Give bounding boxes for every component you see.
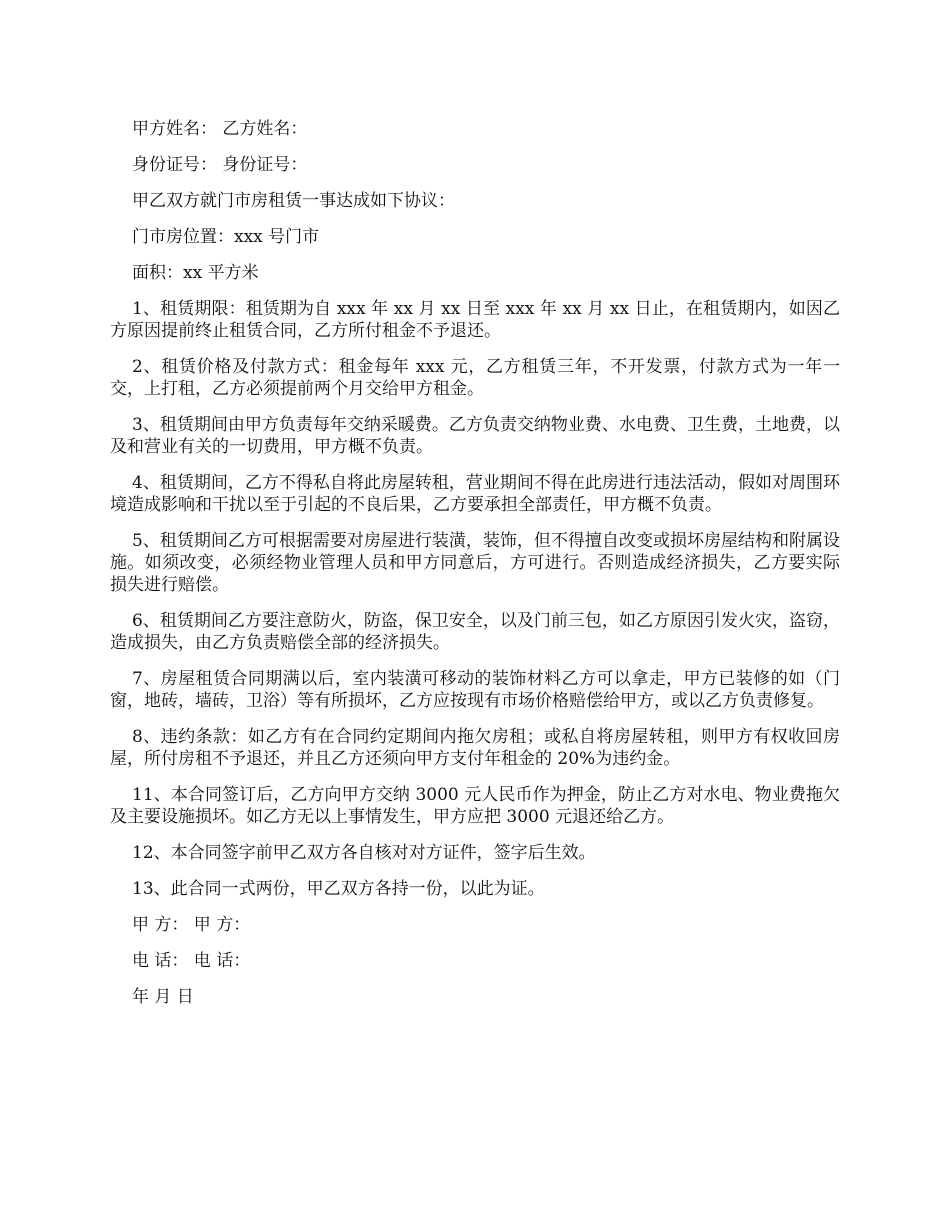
document-body: [110, 118, 840, 1022]
agreement-intro: 甲乙双方就门市房租赁一事达成如下协议：: [132, 191, 455, 211]
party-names-line: 甲方姓名： 乙方姓名：: [132, 119, 308, 139]
id-numbers-line: 身份证号： 身份证号：: [132, 155, 308, 175]
signature-date-line: 年 月 日: [132, 987, 194, 1007]
clause-6-safety: 6、租赁期间乙方要注意防火，防盗，保卫安全，以及门前三包，如乙方原因引发火灾，盗窃，造成损失，由乙方负责赔偿全部的经济损失。: [110, 611, 840, 653]
clause-1-lease-term: 1、租赁期限：租赁期为自 xxx 年 xx 月 xx 日至 xxx 年 xx 月 xx 日止，在租赁期内，如因乙方原因提前终止租赁合同，乙方所付租金不予退还。: [110, 299, 840, 341]
clause-8-breach: 8、违约条款：如乙方有在合同约定期间内拖欠房租；或私自将房屋转租，则甲方有权收回房屋，所付房租不予退还，并且乙方还须向甲方支付年租金的 20%为违约金。: [110, 727, 840, 769]
clause-13-copies: 13、此合同一式两份，甲乙双方各持一份，以此为证。: [132, 879, 545, 899]
signature-party-line: 甲 方： 甲 方：: [132, 915, 251, 935]
clause-11-deposit: 11、本合同签订后，乙方向甲方交纳 3000 元人民币作为押金，防止乙方对水电、物业费拖欠及主要设施损坏。如乙方无以上事情发生，甲方应把 3000 元退还给乙方。: [110, 785, 840, 827]
signature-phone-line: 电 话： 电 话：: [132, 951, 251, 971]
clause-5-decoration: 5、租赁期间乙方可根据需要对房屋进行装潢，装饰，但不得擅自改变或损坏房屋结构和附属设施。如须改变，必须经物业管理人员和甲方同意后，方可进行。否则造成经济损失，乙方要实际损失进行赔偿。: [110, 531, 840, 595]
shop-location: 门市房位置：xxx 号门市: [132, 227, 320, 247]
clause-3-fees: 3、租赁期间由甲方负责每年交纳采暖费。乙方负责交纳物业费、水电费、卫生费，土地费，以及和营业有关的一切费用，甲方概不负责。: [110, 415, 840, 457]
clause-7-expiry: 7、房屋租赁合同期满以后，室内装潢可移动的装饰材料乙方可以拿走，甲方已装修的如（门窗，地砖，墙砖，卫浴）等有所损坏，乙方应按现有市场价格赔偿给甲方，或以乙方负责修复。: [110, 669, 840, 711]
clause-2-rent-payment: 2、租赁价格及付款方式：租金每年 xxx 元，乙方租赁三年，不开发票，付款方式为一年一交，上打租，乙方必须提前两个月交给甲方租金。: [110, 357, 840, 399]
shop-area: 面积：xx 平方米: [132, 263, 259, 283]
clause-4-sublease: 4、租赁期间，乙方不得私自将此房屋转租，营业期间不得在此房进行违法活动，假如对周围环境造成影响和干扰以至于引起的不良后果，乙方要承担全部责任，甲方概不负责。: [110, 473, 840, 515]
clause-12-verification: 12、本合同签字前甲乙双方各自核对对方证件，签字后生效。: [132, 843, 596, 863]
